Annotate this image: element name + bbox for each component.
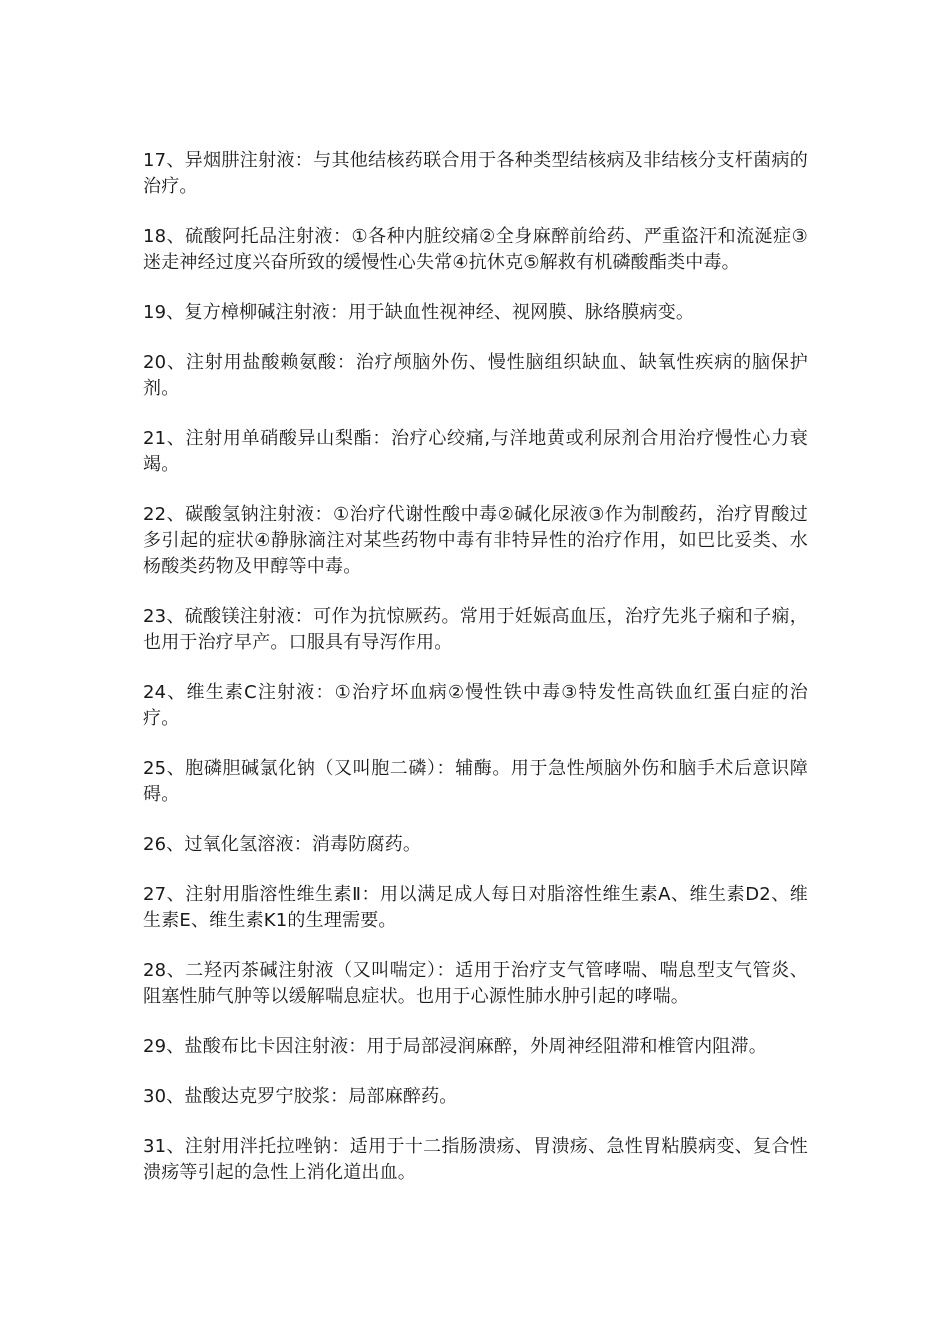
entry-20: 20、注射用盐酸赖氨酸：治疗颅脑外伤、慢性脑组织缺血、缺氧性疾病的脑保护剂。 (143, 352, 808, 399)
entry-29: 29、盐酸布比卡因注射液：用于局部浸润麻醉，外周神经阻滞和椎管内阻滞。 (143, 1036, 767, 1057)
entry-30: 30、盐酸达克罗宁胶浆：局部麻醉药。 (143, 1086, 458, 1107)
entry-26: 26、过氧化氢溶液：消毒防腐药。 (143, 834, 422, 855)
entry-27: 27、注射用脂溶性维生素Ⅱ：用以满足成人每日对脂溶性维生素A、维生素D2、维生素E、维生素K1的生理需要。 (143, 884, 808, 931)
document-body (143, 148, 808, 1186)
entry-31: 31、注射用泮托拉唑钠：适用于十二指肠溃疡、胃溃疡、急性胃粘膜病变、复合性溃疡等引起的急性上消化道出血。 (143, 1136, 808, 1183)
entry-23: 23、硫酸镁注射液：可作为抗惊厥药。常用于妊娠高血压，治疗先兆子痫和子痫，也用于治疗早产。口服具有导泻作用。 (143, 606, 808, 653)
entry-18: 18、硫酸阿托品注射液：①各种内脏绞痛②全身麻醉前给药、严重盗汗和流涎症③迷走神经过度兴奋所致的缓慢性心失常④抗休克⑤解救有机磷酸酯类中毒。 (143, 226, 808, 273)
entry-22: 22、碳酸氢钠注射液：①治疗代谢性酸中毒②碱化尿液③作为制酸药，治疗胃酸过多引起的症状④静脉滴注对某些药物中毒有非特异性的治疗作用，如巴比妥类、水杨酸类药物及甲醇等中毒。 (143, 504, 808, 577)
entry-21: 21、注射用单硝酸异山梨酯：治疗心绞痛,与洋地黄或利尿剂合用治疗慢性心力衰竭。 (143, 428, 808, 475)
entry-28: 28、二羟丙茶碱注射液（又叫喘定）：适用于治疗支气管哮喘、喘息型支气管炎、阻塞性肺气肿等以缓解喘息症状。也用于心源性肺水肿引起的哮喘。 (143, 960, 808, 1007)
entry-19: 19、复方樟柳碱注射液：用于缺血性视神经、视网膜、脉络膜病变。 (143, 302, 695, 323)
entry-17: 17、异烟肼注射液：与其他结核药联合用于各种类型结核病及非结核分支杆菌病的治疗。 (143, 150, 808, 197)
entry-25: 25、胞磷胆碱氯化钠（又叫胞二磷）：辅酶。用于急性颅脑外伤和脑手术后意识障碍。 (143, 758, 808, 805)
entry-24: 24、维生素C注射液：①治疗坏血病②慢性铁中毒③特发性高铁血红蛋白症的治疗。 (143, 682, 808, 729)
